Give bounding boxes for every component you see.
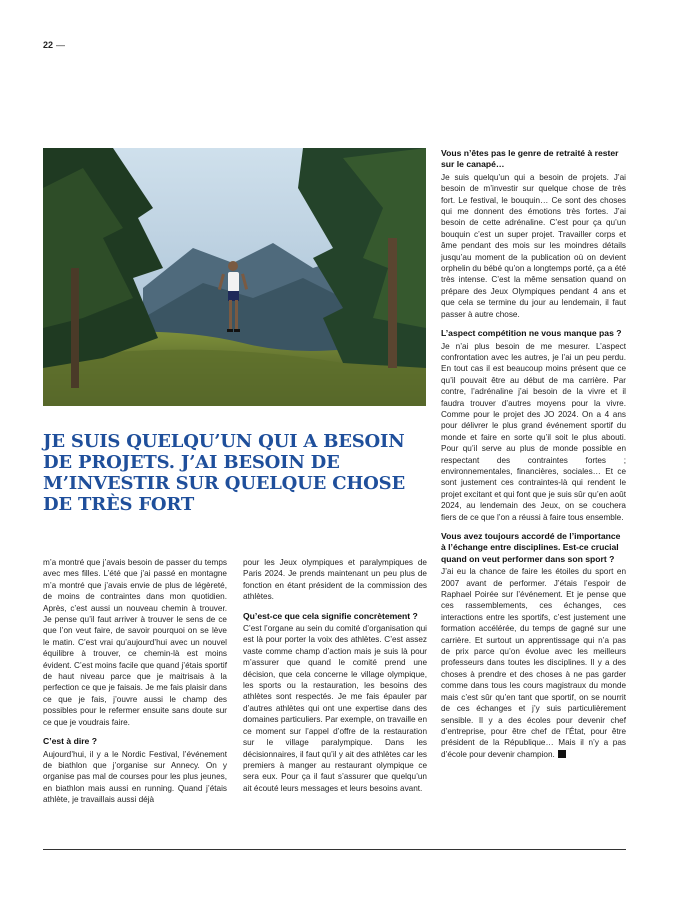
question-heading: Qu’est-ce que cela signifie concrètement ? [243,610,418,621]
question-heading: Vous avez toujours accordé de l’importance à l’échange entre disciplines. Est-ce crucial quand on veut performer dans son sport ? [441,531,621,564]
paragraph-text: J’ai eu la chance de faire les étoiles du sport en 2007 avant de performer. J’étais l’espoir de Raphael Poirée sur l’événement. Et je pense que ces rassemblements, ces échanges, ces interactions entre les sportifs, c’est justement une formation accélérée, du temps de gagné sur une carrière. Et surtout un apprentissage qui n’a pas de prix parce qu’on évolue avec les meilleurs professeurs dans toutes les disciplines. Il y a des choses à prendre et des choses à ne pas garder comme dans tous les cours magistraux du monde mais c’est sûr qu’en tant que sportif, on se nourrit de ces échanges et j’y suis particulièrement sensible. Il y a des écoles pour devenir chef d’entreprise, pour être chef de l’État, pour être président de la République… Mais il n’y a pas d’école pour devenir champion. [441,567,626,759]
paragraph: Aujourd’hui, il y a le Nordic Festival, l’événement de biathlon que j’organise sur Annecy. On y organise pas mal de courses pour les plus jeunes, en biathlon mais aussi en running. Quand j’étais athlète, je travaillais aussi déjà [43,749,227,805]
column-2 [243,557,427,802]
paragraph: Je n’ai plus besoin de me mesurer. L’aspect confrontation avec les autres, je l’ai un peu perdu. En tout cas il est beaucoup moins présent que ce qu’il pouvait être au début de ma carrière. Par contre, l’adrénaline j’ai besoin de la vivre et il faudra trouver d’autres moyens pour la vivre. Comme pour le projet des JO 2024. On a 4 ans pour délivrer le plus grand événement sportif du monde et faire en sorte qu’il soit le plus abouti. Pour qu’il serve au plus de monde possible en respectant des contraintes fortes ; environnementales, financières, sociales… Et ce sont justement ces contraintes-là qui rendent le projet excitant et qui font que je suis sûr qu’en août 2024, au lendemain des Jeux, on se couchera fiers de ce que l’on a réussi à faire tous ensemble. [441,341,626,522]
paragraph: m’a montré que j’avais besoin de passer du temps avec mes filles. L’été que j’ai passé en montagne m’a montré que j’avais envie de plus de légèreté, de moins de contraintes dans mon quotidien. Après, c’est aussi un nouveau chemin à trouver. Je pense qu’il faut arriver à trouver le sens de ce que l’on veut faire, de savoir pourquoi on se lève le matin. C’est vrai qu’aujourd’hui avec un nouvel équilibre à trouver, ce chemin-là est moins évident. C’est moins facile que quand j’étais sportif de haut niveau parce que je maitrisais à la perfection ce que je faisais. Je me fais plaisir dans ce que je fais, j’ouvre aussi le champ des possibles pour le refermer ensuite sans doute sur ce que je voudrais faire. [43,558,227,727]
paragraph: pour les Jeux olympiques et paralympiques de Paris 2024. Je prends maintenant un peu plus de fonction en étant président de la commission des athlètes. [243,558,427,602]
question-heading: L’aspect compétition ne vous manque pas ? [441,328,622,339]
question-heading: C’est à dire ? [43,736,97,747]
runner-forest-photo [43,148,426,406]
bottom-rule [43,849,626,850]
page-number-value: 22 [43,40,54,50]
question-heading: Vous n’êtes pas le genre de retraité à rester sur le canapé… [441,148,619,170]
final-paragraph [441,566,626,760]
paragraph: C’est l’organe au sein du comité d’organisation qui est là pour porter la voix des athlètes. C’est assez vaste comme champ d’action mais je suis là pour m’assurer que quand le comité prend une décision, que cela concerne le village olympique, les sports ou la restauration, les besoins des athlètes sont respectés. Je me fais épauler par d’autres athlètes qui ont une expertise dans des domaines particuliers. Par exemple, on travaille en ce moment sur l’appel d’offre de la restauration sur le village paralympique. Dans les décisionnaires, il faut qu’il y ait des athlètes car les premiers à manger au restaurant olympique ce sera eux. Pour ça il faut s’assurer que quelqu’un ait écouté leurs messages et leurs besoins avant. [243,624,427,793]
pull-quote: JE SUIS QUELQU’UN QUI A BESOIN DE PROJETS. J’AI BESOIN DE M’INVESTIR SUR QUELQUE CHOSE DE TRÈS FORT [43,431,405,515]
end-mark-icon [558,750,566,758]
column-1 [43,557,227,814]
paragraph: Je suis quelqu’un qui a besoin de projets. J’ai besoin de m’investir sur quelque chose de très fort. Le festival, le bouquin… Ce sont des choses qui me donnent des émotions très fortes. J’ai besoin de cette adrénaline. C’est pour ça qu’un bouquin c’est un super projet. Travailler corps et âme pendant des mois sur les moindres détails jusqu’au moment de la publication où on devient orphelin du bébé qu’on a longtemps porté, ça a été très intense. C’est la même sensation quand on prépare des Jeux Olympiques pendant 4 ans et que cela se termine du jour au lendemain, il faut passer à autre chose. [441,172,626,319]
page-number-dash: — [56,40,66,50]
article-photo [43,148,426,406]
column-3 [441,148,626,768]
page-number [43,40,65,50]
